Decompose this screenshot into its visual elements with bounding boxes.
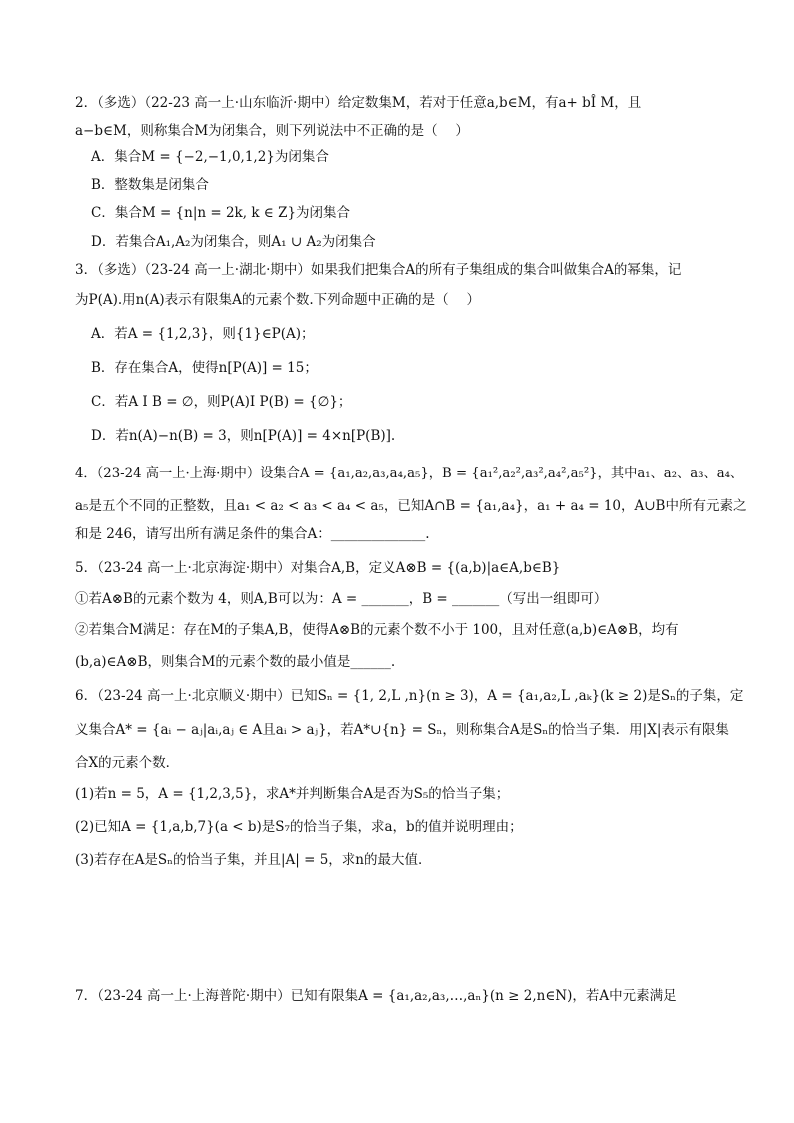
- question-4-line-1: 4．（23-24 高一上·上海·期中）设集合A = {a₁,a₂,a₃,a₄,a₅}，B = {a₁²,a₂²,a₃²,a₄²,a₅²}，其中a₁、a₂、a₃、a₄、: [75, 466, 744, 481]
- question-2-line-2: a−b∈M，则称集合M为闭集合，则下列说法中不正确的是（ ）: [75, 123, 469, 139]
- question-5-line-2: ①若A⊗B的元素个数为 4，则A,B可以为：A = _______，B = _______（写出一组即可）: [75, 591, 608, 607]
- question-6-line-3: 合X的元素个数．: [75, 755, 180, 771]
- question-6-line-1: 6．（23-24 高一上·北京顺义·期中）已知Sₙ = {1, 2,L ,n}(n ≥ 3)，A = {a₁,a₂,L ,aₖ}(k ≥ 2)是Sₙ的子集，定: [75, 688, 744, 704]
- question-2-line-1: 2．（多选）（22-23 高一上·山东临沂·期中）给定数集M，若对于任意a,b∈M，有a+ bÎ M，且: [75, 95, 642, 111]
- question-5-line-4: (b,a)∈A⊗B，则集合M的元素个数的最小值是______.: [75, 654, 396, 670]
- question-6-part-3: (3)若存在A是Sₙ的恰当子集，并且|A| = 5，求n的最大值．: [75, 852, 432, 868]
- question-4-line-3: 和是 246，请写出所有满足条件的集合A：______________.: [75, 526, 430, 542]
- question-3-option-c: C．若A I B = ∅，则P(A)I P(B) = {∅}；: [91, 394, 352, 410]
- question-6-part-2: (2)已知A = {1,a,b,7}(a < b)是S₇的恰当子集，求a，b的值并说明理由；: [75, 819, 523, 835]
- question-2-option-d: D．若集合A₁,A₂为闭集合，则A₁ ∪ A₂为闭集合: [91, 234, 376, 250]
- question-6-part-1: (1)若n = 5，A = {1,2,3,5}，求A*并判断集合A是否为S₅的恰当子集；: [75, 786, 510, 802]
- question-5-line-1: 5．（23-24 高一上·北京海淀·期中）对集合A,B，定义A⊗B = {(a,b)|a∈A,b∈B}: [75, 560, 561, 576]
- question-7-line-1: 7．（23-24 高一上·上海普陀·期中）已知有限集A = {a₁,a₂,a₃,…,aₙ}(n ≥ 2,n∈N)，若A中元素满足: [75, 988, 677, 1004]
- question-4-line-2: a₅是五个不同的正整数，且a₁ < a₂ < a₃ < a₄ < a₅，已知A∩B = {a₁,a₄}，a₁ + a₄ = 10，A∪B中所有元素之: [75, 498, 747, 514]
- question-2-option-a: A．集合M = {−2,−1,0,1,2}为闭集合: [91, 149, 329, 165]
- question-3-option-d: D．若n(A)−n(B) = 3，则n[P(A)] = 4×n[P(B)].: [91, 428, 396, 444]
- question-2-option-c: C．集合M = {n|n = 2k, k ∈ Z}为闭集合: [91, 205, 351, 221]
- question-3-option-b: B．存在集合A，使得n[P(A)] = 15；: [91, 360, 318, 376]
- question-2-option-b: B．整数集是闭集合: [91, 177, 209, 193]
- question-3-option-a: A．若A = {1,2,3}，则{1}∈P(A)；: [91, 326, 315, 342]
- question-6-line-2: 义集合A* = {aᵢ − aⱼ|aᵢ,aⱼ ∈ A且aᵢ > aⱼ}，若A*∪{n} = Sₙ，则称集合A是Sₙ的恰当子集．用|X|表示有限集: [75, 722, 729, 738]
- question-3-line-1: 3．（多选）（23-24 高一上·湖北·期中）如果我们把集合A的所有子集组成的集合叫做集合A的幂集，记: [75, 262, 682, 278]
- question-5-line-3: ②若集合M满足：存在M的子集A,B，使得A⊗B的元素个数不小于 100，且对任意(a,b)∈A⊗B，均有: [75, 622, 679, 638]
- question-3-line-2: 为P(A).用n(A)表示有限集A的元素个数.下列命题中正确的是（ ）: [75, 292, 480, 308]
